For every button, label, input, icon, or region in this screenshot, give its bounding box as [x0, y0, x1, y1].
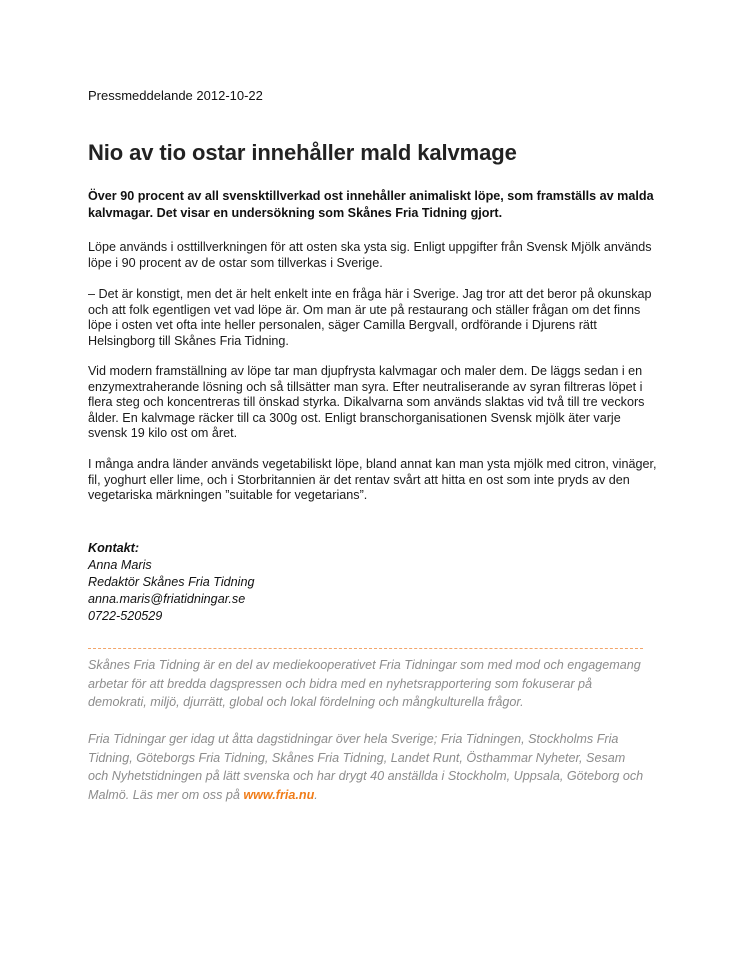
contact-heading: Kontakt: — [88, 541, 140, 555]
body-paragraph-1: Löpe används i osttillverkningen för att osten ska ysta sig. Enligt uppgifter från Svensk Mjölk används löpe i 90 procent av de ostar som tillverkas i Sverige. — [88, 240, 652, 270]
body-paragraph-2: – Det är konstigt, men det är helt enkelt inte en fråga här i Sverige. Jag tror att det beror på okunskap och att folk egentligen vet vad löpe är. Om man är ute på restaurang och ställer frågan om det finns löpe i osten vet ofta inte heller personalen, säger Camilla Bergvall, ordförande i Djurens rätt Helsingborg till Skånes Fria Tidning. — [88, 287, 652, 348]
contact-block — [88, 540, 255, 625]
lead-paragraph: Över 90 procent av all svensktillverkad ost innehåller animaliskt löpe, som framställs av malda kalvmagar. Det visar en undersökning som Skånes Fria Tidning gjort. — [88, 189, 654, 220]
contact-role: Redaktör Skånes Fria Tidning — [88, 575, 255, 589]
body-paragraph-4: I många andra länder används vegetabiliskt löpe, bland annat kan man ysta mjölk med citron, vinäger, fil, yoghurt eller lime, och i Storbritannien är det rentav svårt att hitta en ost som inte pryds av den vegetariska märkningen ”suitable for vegetarians”. — [88, 457, 657, 502]
fria-link[interactable]: www.fria.nu — [243, 787, 315, 802]
footer-network-text: Fria Tidningar ger idag ut åtta dagstidningar över hela Sverige; Fria Tidningen, Stockholms Fria Tidning, Göteborgs Fria Tidning, Skånes Fria Tidning, Landet Runt, Östhammar Nyheter, Sesam och Nyhetstidningen på lätt svenska och har drygt 40 anställda i Stockholm, Uppsala, Göteborg och Malmö. Läs mer om oss på — [88, 732, 644, 802]
dashed-divider — [88, 648, 643, 649]
release-date: Pressmeddelande 2012-10-22 — [88, 88, 263, 103]
contact-email[interactable]: anna.maris@friatidningar.se — [88, 592, 246, 606]
contact-phone: 0722-520529 — [88, 609, 163, 623]
contact-name: Anna Maris — [88, 558, 152, 572]
footer-network — [88, 730, 648, 804]
body-paragraph-3: Vid modern framställning av löpe tar man djupfrysta kalvmagar och maler dem. De läggs sedan i en enzymextraherande lösning och så tillsätter man syra. Efter neutraliserande av syran filtreras löpet i flera steg och koncentreras till önskad styrka. Dikalvarna som används slaktas vid två till tre veckors ålder. En kalvmage räcker till ca 300g ost. Enligt branschorganisationen Svensk mjölk äter varje svensk 19 kilo ost om året. — [88, 364, 645, 440]
footer-about: Skånes Fria Tidning är en del av mediekooperativet Fria Tidningar som med mod och engagemang arbetar för att bredda dagspressen och bidra med en nyhetsrapportering som fokuserar på demokrati, miljö, djurrätt, global och lokal fördelning och mångkulturella frågor. — [88, 658, 641, 709]
footer-end-punct: . — [314, 787, 318, 802]
page-title: Nio av tio ostar innehåller mald kalvmage — [88, 140, 517, 165]
